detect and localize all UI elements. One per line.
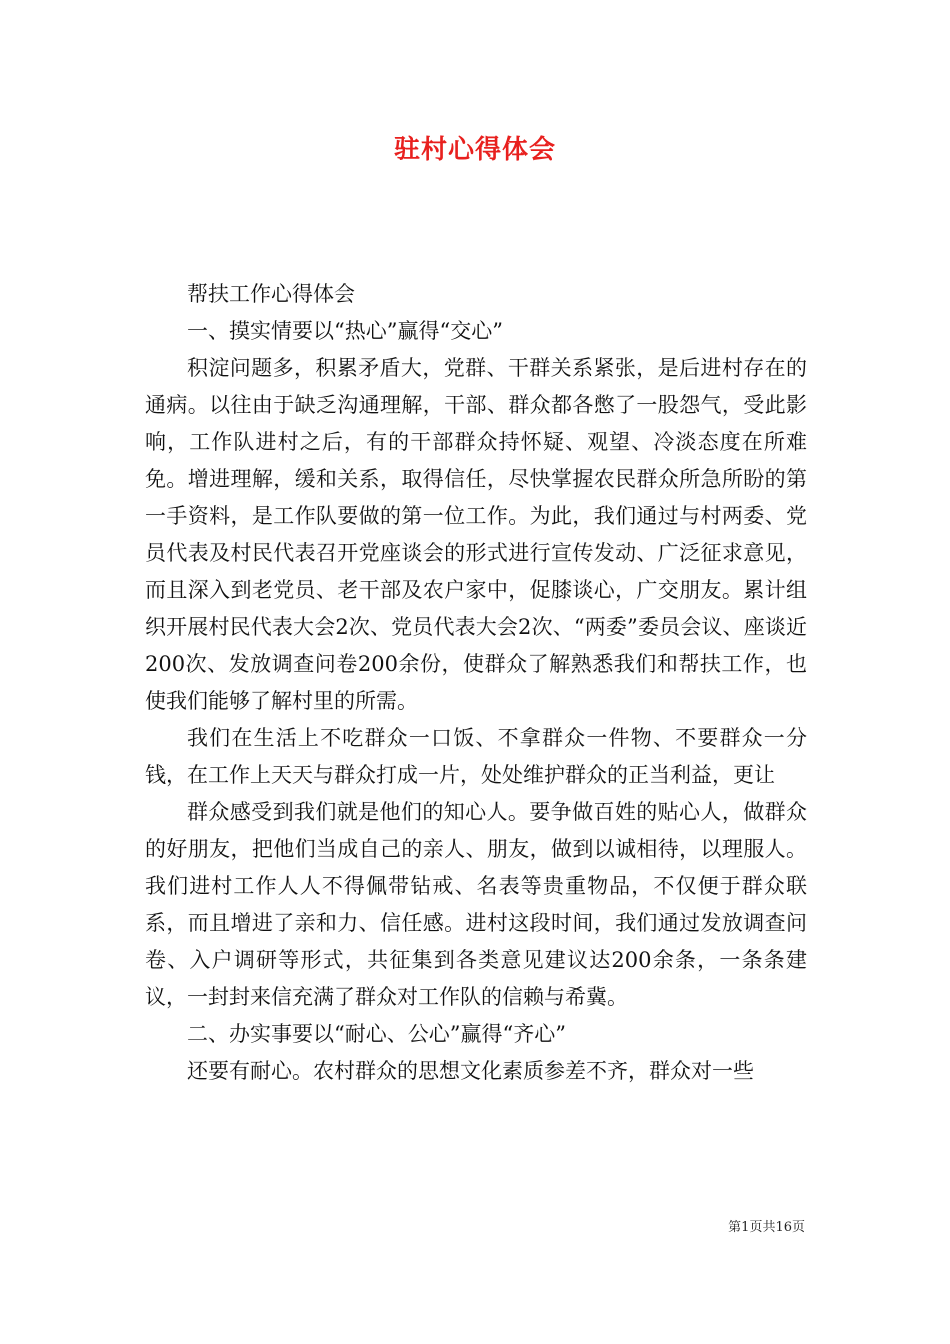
paragraph-subtitle: 帮扶工作心得体会 (187, 282, 355, 306)
document-body (145, 276, 807, 1090)
paragraph: 群众感受到我们就是他们的知心人。要争做百姓的贴心人，做群众的好朋友，把他们当成自己的亲人、朋友，做到以诚相待，以理服人。我们进村工作人人不得佩带钻戒、名表等贵重物品，不仅便于群众联系，而且增进了亲和力、信任感。进村这段时间，我们通过发放调查问卷、入户调研等形式，共征集到各类意见建议达200余条，一条条建议，一封封来信充满了群众对工作队的信赖与希冀。 (145, 800, 807, 1009)
paragraph: 积淀问题多，积累矛盾大，党群、干群关系紧张，是后进村存在的通病。以往由于缺乏沟通理解，干部、群众都各憋了一股怨气，受此影响，工作队进村之后，有的干部群众持怀疑、观望、冷淡态度在所难免。增进理解，缓和关系，取得信任，尽快掌握农民群众所急所盼的第一手资料，是工作队要做的第一位工作。为此，我们通过与村两委、党员代表及村民代表召开党座谈会的形式进行宣传发动、广泛征求意见，而且深入到老党员、老干部及农户家中，促膝谈心，广交朋友。累计组织开展村民代表大会2次、党员代表大会2次、“两委”委员会议、座谈近200次、发放调查问卷200余份，使群众了解熟悉我们和帮扶工作，也使我们能够了解村里的所需。 (145, 356, 807, 713)
page-number: 第1页共16页 (728, 1220, 805, 1235)
paragraph-heading-2: 二、办实事要以“耐心、公心”赢得“齐心” (187, 1022, 566, 1046)
paragraph-heading-1: 一、摸实情要以“热心”赢得“交心” (187, 319, 503, 343)
document-title: 驻村心得体会 (393, 135, 556, 165)
paragraph: 还要有耐心。农村群众的思想文化素质参差不齐，群众对一些 (187, 1059, 754, 1083)
paragraph: 我们在生活上不吃群众一口饭、不拿群众一件物、不要群众一分钱，在工作上天天与群众打成一片，处处维护群众的正当利益，更让 (145, 726, 807, 787)
